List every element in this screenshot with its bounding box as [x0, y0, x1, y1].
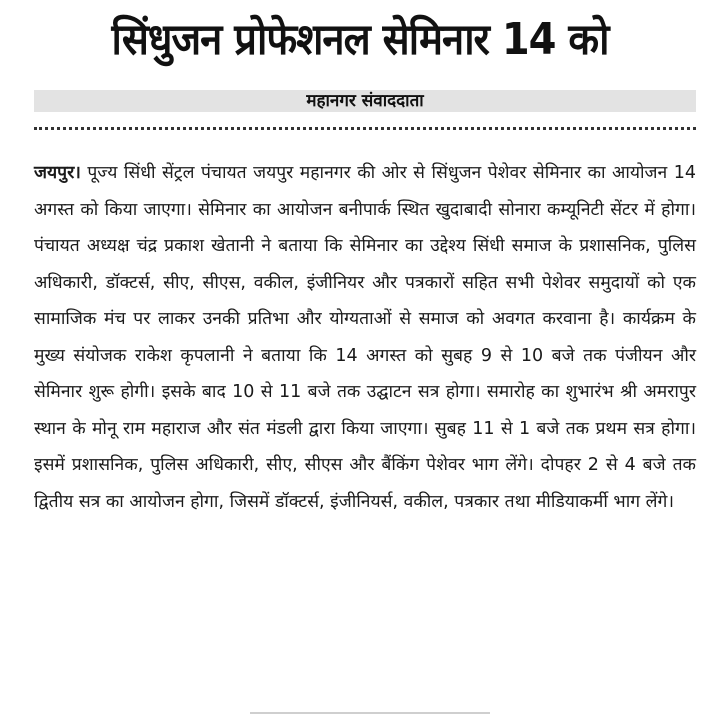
- article-body: [34, 155, 696, 520]
- article-body-text: पूज्य सिंधी सेंट्रल पंचायत जयपुर महानगर की ओर से सिंधुजन पेशेवर सेमिनार का आयोजन 14 अगस्त को किया जाएगा। सेमिनार का आयोजन बनीपार्क स्थित खुदाबादी सोनारा कम्यूनिटी सेंटर में होगा। पंचायत अध्यक्ष चंद्र प्रकाश खेतानी ने बताया कि सेमिनार का उद्देश्य सिंधी समाज के प्रशासनिक, पुलिस अधिकारी, डॉक्टर्स, सीए, सीएस, वकील, इंजीनियर और पत्रकारों सहित सभी पेशेवर समुदायों को एक सामाजिक मंच पर लाकर उनकी प्रतिभा और योग्यताओं से समाज को अवगत करवाना है। कार्यक्रम के मुख्य संयोजक राकेश कृपलानी ने बताया कि 14 अगस्त को सुबह 9 से 10 बजे तक पंजीयन और सेमिनार शुरू होगी। इसके बाद 10 से 11 बजे तक उद्घाटन सत्र होगा। समारोह का शुभारंभ श्री अमरापुर स्थान के मोनू राम महाराज और संत मंडली द्वारा किया जाएगा। सुबह 11 से 1 बजे तक प्रथम सत्र होगा। इसमें प्रशासनिक, पुलिस अधिकारी, सीए, सीएस और बैंकिंग पेशेवर भाग लेंगे। दोपहर 2 से 4 बजे तक द्वितीय सत्र का आयोजन होगा, जिसमें डॉक्टर्स, इंजीनियर्स, वकील, पत्रकार तथा मीडियाकर्मी भाग लेंगे।: [34, 163, 696, 512]
- dotted-divider: [34, 127, 696, 130]
- article-byline: महानगर संवाददाता: [306, 91, 424, 111]
- previous-article-edge: [150, 0, 510, 7]
- byline-bar: [34, 90, 696, 112]
- next-article-edge: [250, 708, 490, 714]
- article-dateline: जयपुर।: [34, 163, 81, 183]
- article-headline: सिंधुजन प्रोफेशनल सेमिनार 14 को: [111, 15, 609, 65]
